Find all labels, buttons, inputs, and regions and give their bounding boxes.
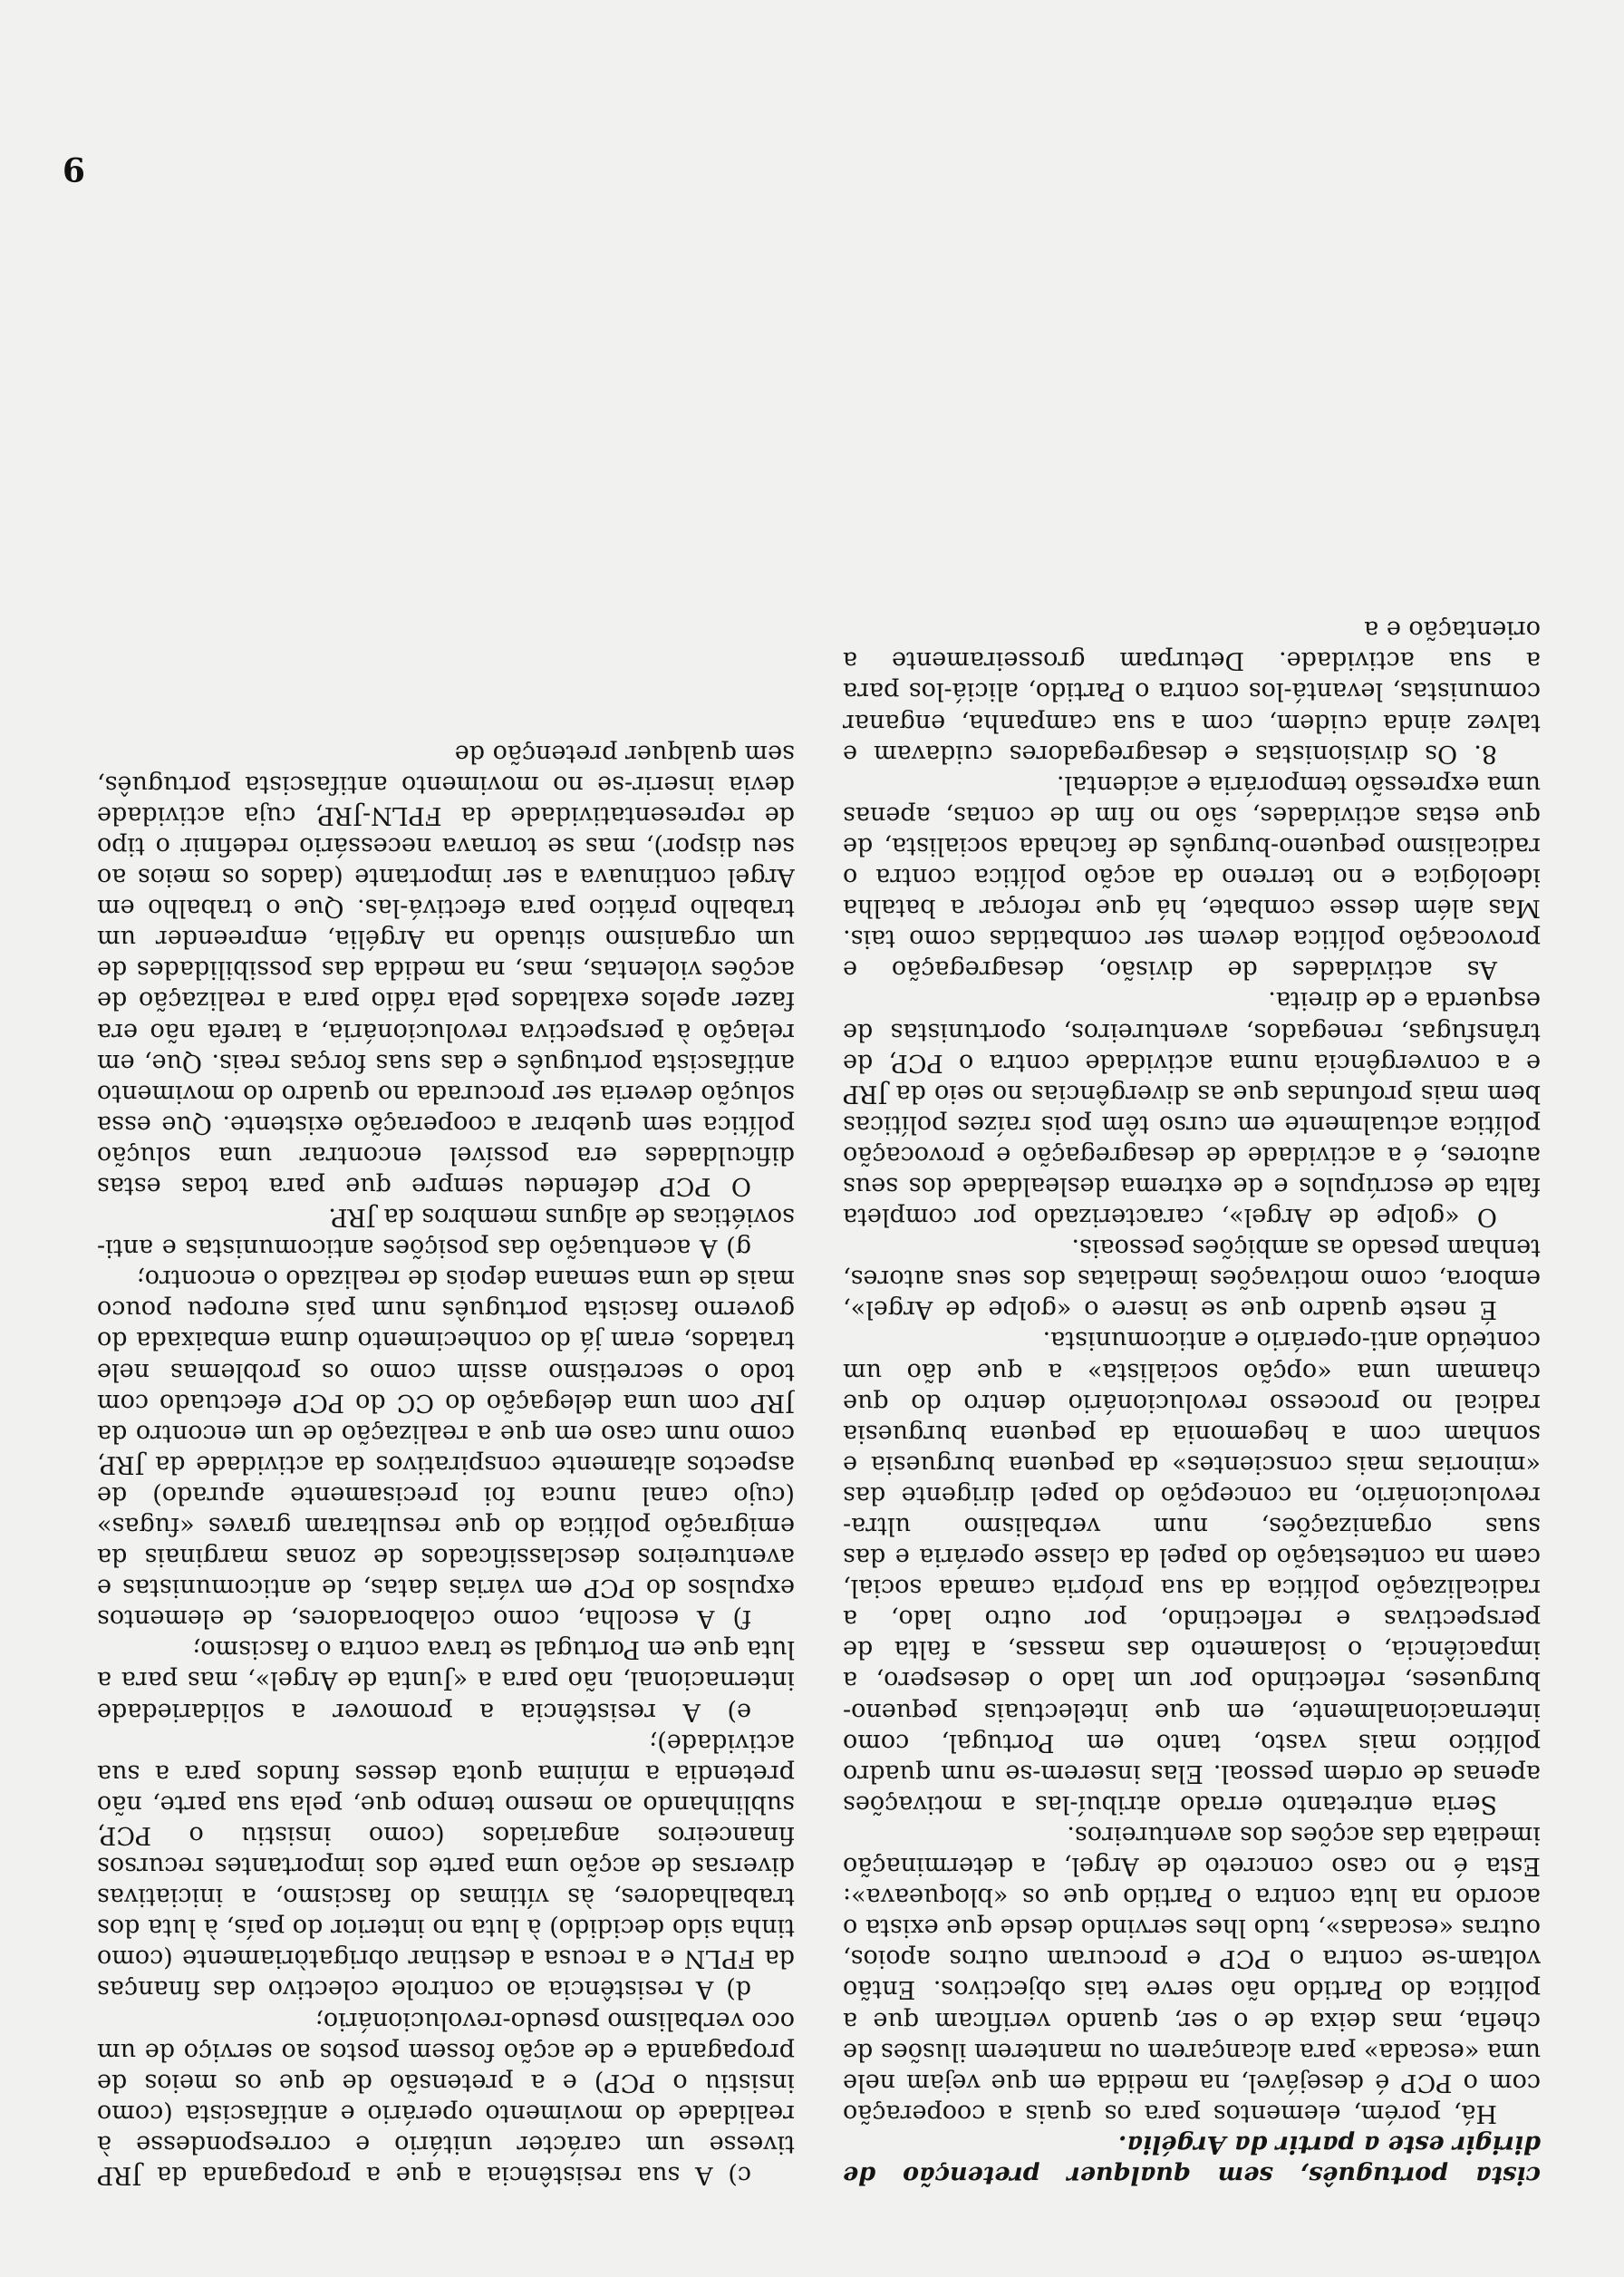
paragraph-f: f) A escolha, como colaboradores, de elementos expulsos do PCP em várias datas, de anticomunistas e aventureiros desclassificados de zonas marginais da emigração política do que resultaram graves «fugas» (cujo canal nunca foi precisamente apurado) de aspectos altamente conspirativos da actividade da JRP, como num caso em que a realização de um encontro da JRP com uma delegação do CC do PCP efectuado com todo o secretismo assim como os problemas nele tratados, eram já do conhecimento duma embaixada do governo fascista português num país europeu pouco mais de uma semana depois de realizado o encontro; <box>97 1264 795 1633</box>
paragraph: As actividades de divisão, desagregação e provocação política devem ser combatidas como tais. Mas além desse combate, há que reforçar a batalha ideológica e no terreno da acção política contra o radicalismo pequeno-burguês de fachada socialista, de que estas actividades, são no fim de contas, apenas uma expressão temporária e acidental. <box>843 770 1541 984</box>
page-number: 9 <box>62 150 85 188</box>
paragraph-d: d) A resistência ao controle colectivo das finanças da FPLN e a recusa a destinar obrigatòriamente (como tinha sido decidido) à luta no interior do país, à luta dos trabalhadores, às vítimas do fascismo, a iniciativas diversas de acção uma parte dos importantes recursos financeiros angariados (como insistiu o PCP, sublinhando ao mesmo tempo que, pela sua parte, não pretendia a mínima quota desses fundos para a sua actividade); <box>97 1728 795 2004</box>
paragraph: Há, porém, elementos para os quais a cooperação com o PCP é desejável, na medida em que vejam nele uma «escada» para alcançarem ou manterem ilusões de chefia, mas deixa de o ser, quando verificam que a política do Partido não serve tais objectivos. Então voltam-se contra o PCP e procuram outros apoios, outras «escadas», tudo lhes servindo desde que exista o acordo na luta contra o Partido que os «bloqueava»: Esta é no caso concreto de Argel, a determinação imediata das acções dos aventureiros. <box>843 1820 1541 2127</box>
paragraph-e: e) A resistência a promover a solidariedade internacional, não para a «Junta de Argel», mas para a luta que em Portugal se trava contra o fascismo; <box>97 1635 795 1726</box>
italic-continuation: cista português, sem qualquer pretenção de dirigir este a partir da Argélia. <box>843 2129 1541 2189</box>
left-column <box>843 105 1541 2190</box>
paragraph: 8. Os divisionistas e desagregadores cuidavam e talvez ainda cuidem, com a sua campanha, enganar comunistas, levantá-los contra o Partido, aliciá-los para a sua actividade. Deturpam grosseiramente a orientação e a <box>843 615 1541 768</box>
right-column <box>97 105 795 2190</box>
paragraph-g: g) A acentuação das posições anticomunistas e anti-soviéticas de alguns membros da JRP. <box>97 1203 795 1263</box>
paragraph-c: c) A sua resistência a que a propaganda da JRP tivesse um carácter unitário e correspondesse à realidade do movimento operário e antifascista (como insistiu o PCP) e a pretensão de que os meios de propaganda e de acção fossem postos ao serviço de um oco verbalismo pseudo-revolucionário; <box>97 2006 795 2189</box>
paragraph: É neste quadro que se insere o «golpe de Argel», embora, como motivações imediatas dos seus autores, tenham pesado as ambições pessoais. <box>843 1234 1541 1324</box>
paragraph: Seria entretanto errado atribuí-las a motivações apenas de ordem pessoal. Elas inserem-se num quadro político mais vasto, tanto em Portugal, como internacionalmente, em que intelectuais pequeno-burgueses, reflectindo por um lado o desespero, a impaciência, o isolamento das massas, a falta de perspectivas e reflectindo, por outro lado, a radicalização política da sua própria camada social, caem na contestação do papel da classe operária e das suas organizações, num verbalismo ultra-revolucionário, na concepção do papel dirigente das «minorias mais conscientes» da pequena burguesia e sonham com a hegemonia da pequena burguesia radical no processo revolucionário dentro do que chamam uma «opção socialista» a que dão um conteúdo anti-operário e anticomunista. <box>843 1326 1541 1818</box>
paragraph: O «golpe de Argel», caracterizado por completa falta de escrúpulos e de extrema deslealdade dos seus autores, é a actividade de desagregação e provocação política actualmente em curso têm pois raízes políticas bem mais profundas que as divergências no seio da JRP e a convergência numa actividade contra o PCP, de trânsfugas, renegados, aventureiros, oportunistas de esquerda e de direita. <box>843 986 1541 1232</box>
paragraph: O PCP defendeu sempre que para todas estas dificuldades era possível encontrar uma solução política sem quebrar a cooperação existente. Que essa solução deveria ser procurada no quadro do movimento antifascista português e das suas forças reais. Que, em relação à perspectiva revolucionária, a tarefa não era fazer apelos exaltados pela rádio para a realização de acções violentas, mas, na medida das possibilidades de um organismo situado na Argélia, empreender um trabalho prático para efectivá-las. Que o trabalho em Argel continuava a ser importante (dados os meios ao seu dispor), mas se tornava necessário redefinir o tipo de representatividade da FPLN-JRP, cuja actividade devia inserir-se no movimento antifascista português, sem qualquer pretenção de <box>97 739 795 1200</box>
